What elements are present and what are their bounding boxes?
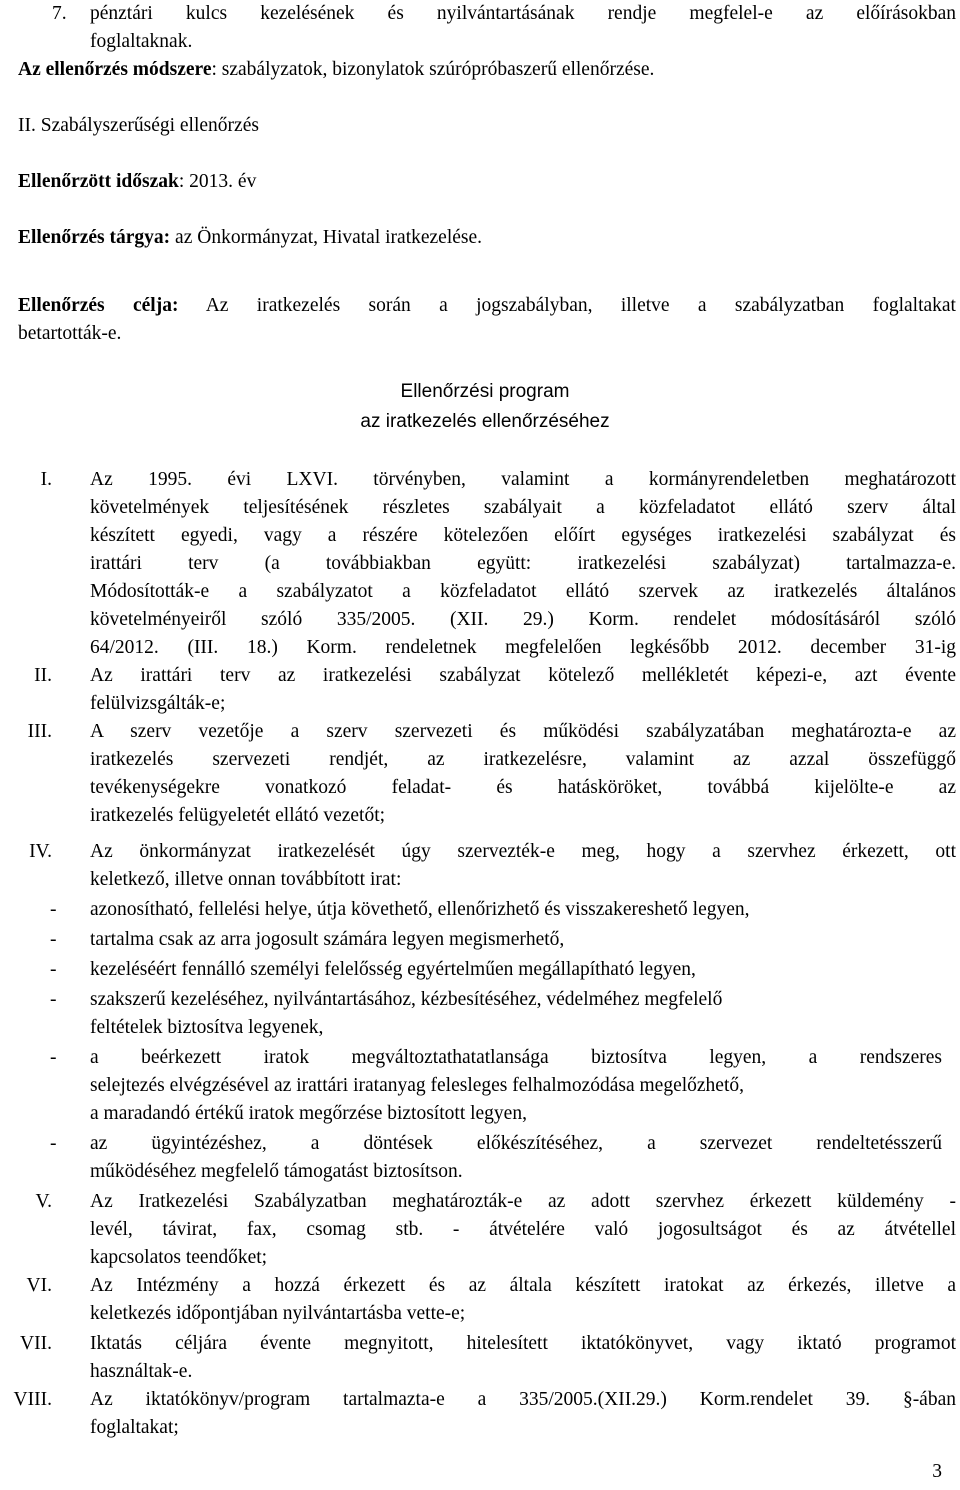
- item-label-iii: III.: [27, 721, 52, 742]
- item-i-line: követelményeiről szóló 335/2005. (XII. 29.) Korm. rendelet módosításáról szóló: [90, 609, 956, 630]
- bullet-dash: -: [50, 899, 57, 920]
- bullet-line: az ügyintézéshez, a döntések előkészítéséhez, a szervezet rendeltetésszerű: [90, 1133, 942, 1154]
- item-ii-line: Az irattári terv az iratkezelési szabályzat kötelező mellékletét képezi-e, azt évente: [90, 665, 956, 686]
- bullet-line: selejtezés elvégzésével az irattári iratanyag felesleges felhalmozódása megelőzhető,: [90, 1075, 744, 1096]
- bullet-dash: -: [50, 959, 57, 980]
- bullet-line: tartalma csak az arra jogosult számára legyen megismerhető,: [90, 929, 565, 950]
- subject-text: az Önkormányzat, Hivatal iratkezelése.: [170, 227, 483, 248]
- item-v-line: levél, távirat, fax, csomag stb. - átvételére való jogosultságot és az átvétellel: [90, 1219, 956, 1240]
- item-iii-line: A szerv vezetője a szerv szervezeti és működési szabályzatában meghatározta-e az: [90, 721, 956, 742]
- item-label-vi: VI.: [26, 1275, 52, 1296]
- bullet-line: feltételek biztosítva legyenek,: [90, 1017, 324, 1038]
- item-v-line: Az Iratkezelési Szabályzatban meghatározták-e az adott szervhez érkezett küldemény -: [90, 1191, 956, 1212]
- period-text: : 2013. év: [178, 171, 257, 192]
- bullet-dash: -: [50, 989, 57, 1010]
- item-viii-line: foglaltakat;: [90, 1417, 179, 1438]
- bullet-line: kezeléséért fennálló személyi felelősség egyértelműen megállapítható legyen,: [90, 959, 696, 980]
- item-vi-line: Az Intézmény a hozzá érkezett és az általa készített iratokat az érkezés, illetve a: [90, 1275, 956, 1296]
- method-text: : szabályzatok, bizonylatok szúrópróbaszerű ellenőrzése.: [211, 59, 655, 80]
- method-line: [18, 56, 654, 84]
- item-iii-line: tevékenységekre vonatkozó feladat- és hatásköröket, továbbá kijelölte-e az: [90, 777, 956, 798]
- item-iii-line: iratkezelés szervezeti rendjét, az iratkezelésre, valamint az azzal összefüggő: [90, 749, 956, 770]
- bullet-line: a maradandó értékű iratok megőrzése biztosított legyen,: [90, 1103, 527, 1124]
- bullet-dash: -: [50, 1133, 57, 1154]
- item-label-ii: II.: [34, 665, 52, 686]
- subject-line: [18, 224, 482, 252]
- section-title: II. Szabályszerűségi ellenőrzés: [18, 115, 259, 136]
- item-i-line: készített egyedi, vagy a részére kötelezően előírt egységes iratkezelési szabályzat és: [90, 525, 956, 546]
- bullet-dash: -: [50, 929, 57, 950]
- goal-label: Ellenőrzés célja:: [18, 295, 179, 316]
- bullet-line: szakszerű kezeléséhez, nyilvántartásához, kézbesítéséhez, védelméhez megfelelő: [90, 989, 723, 1010]
- item-vii-line: használtak-e.: [90, 1361, 193, 1382]
- program-title: Ellenőrzési program: [400, 381, 570, 402]
- item-label-v: V.: [35, 1191, 52, 1212]
- item-i-line: Módosították-e a szabályzatot a közfeladatot ellátó szervek az iratkezelés általános: [90, 581, 956, 602]
- item-iv-line: keletkező, illetve onnan továbbított irat:: [90, 869, 402, 890]
- method-label: Az ellenőrzés módszere: [18, 59, 212, 80]
- item-i-line: 64/2012. (III. 18.) Korm. rendeletnek megfelelően legkésőbb 2012. december 31-ig: [90, 637, 956, 658]
- period-label: Ellenőrzött időszak: [18, 171, 179, 192]
- page-number: 3: [932, 1461, 942, 1482]
- program-subtitle: az iratkezelés ellenőrzéséhez: [360, 411, 610, 432]
- item-iv-line: Az önkormányzat iratkezelését úgy szervezték-e meg, hogy a szervhez érkezett, ott: [90, 841, 956, 862]
- goal-text: Az iratkezelés során a jogszabályban, illetve a szabályzatban foglaltakat: [178, 295, 956, 316]
- item7-line1: pénztári kulcs kezelésének és nyilvántartásának rendje megfelel-e az előírásokban: [90, 3, 956, 24]
- item-v-line: kapcsolatos teendőket;: [90, 1247, 268, 1268]
- bullet-line: a beérkezett iratok megváltoztathatatlansága biztosítva legyen, a rendszeres: [90, 1047, 942, 1068]
- item-label-i: I.: [40, 469, 52, 490]
- item-label-viii: VIII.: [13, 1389, 52, 1410]
- item-i-line: Az 1995. évi LXVI. törvényben, valamint a kormányrendeletben meghatározott: [90, 469, 956, 490]
- goal-line1: [18, 292, 956, 320]
- item-ii-line: felülvizsgálták-e;: [90, 693, 226, 714]
- item-vi-line: keletkezés időpontjában nyilvántartásba vette-e;: [90, 1303, 466, 1324]
- item-iii-line: iratkezelés felügyeletét ellátó vezetőt;: [90, 805, 386, 826]
- item-i-line: követelmények teljesítésének részletes szabályait a közfeladatot ellátó szerv által: [90, 497, 956, 518]
- goal-line2: betartották-e.: [18, 323, 122, 344]
- item-label-vii: VII.: [20, 1333, 52, 1354]
- bullet-line: azonosítható, fellelési helye, útja követhető, ellenőrizhető és visszakereshető legyen,: [90, 899, 750, 920]
- item-number: 7.: [52, 3, 67, 24]
- item-i-line: irattári terv (a továbbiakban együtt: iratkezelési szabályzat) tartalmazza-e.: [90, 553, 956, 574]
- item-label-iv: IV.: [29, 841, 52, 862]
- item-vii-line: Iktatás céljára évente megnyitott, hitelesített iktatókönyvet, vagy iktató programot: [90, 1333, 956, 1354]
- item7-line2: foglaltaknak.: [90, 31, 193, 52]
- item-viii-line: Az iktatókönyv/program tartalmazta-e a 335/2005.(XII.29.) Korm.rendelet 39. §-ában: [90, 1389, 956, 1410]
- period-line: [18, 168, 256, 196]
- bullet-dash: -: [50, 1047, 57, 1068]
- subject-label: Ellenőrzés tárgya:: [18, 227, 171, 248]
- bullet-line: működéséhez megfelelő támogatást biztosítson.: [90, 1161, 463, 1182]
